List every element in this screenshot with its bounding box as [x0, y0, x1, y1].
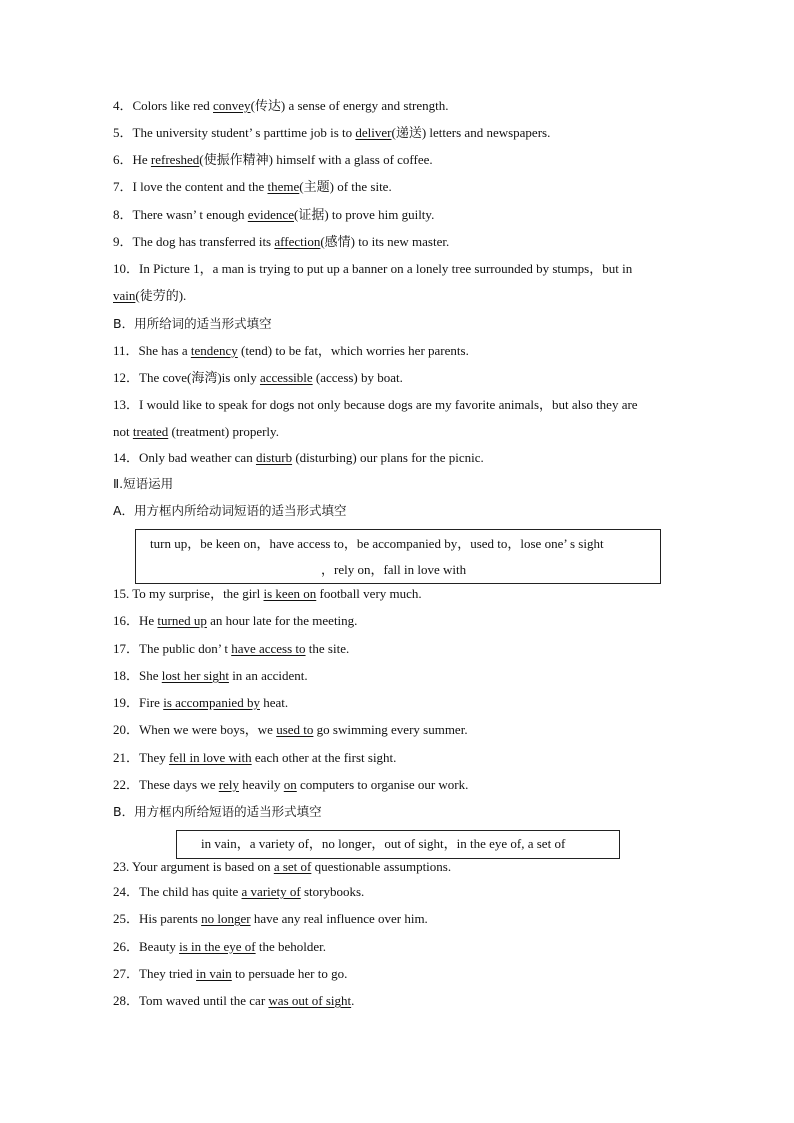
- item-text: 8．There wasn’ t enough: [113, 207, 248, 222]
- item-text: (传达) a sense of energy and strength.: [250, 98, 449, 113]
- item-text: 7．I love the content and the: [113, 179, 268, 194]
- item-text: storybooks.: [300, 884, 365, 899]
- heading-text: A．用方框内所给动词短语的适当形式填空: [113, 503, 347, 518]
- item-6: [113, 152, 433, 168]
- answer-blank: used to: [276, 722, 314, 737]
- answer-blank: rely: [218, 777, 239, 792]
- item-4: [113, 98, 449, 114]
- answer-blank: is accompanied by: [163, 695, 260, 710]
- section-a-heading: [113, 503, 347, 519]
- item-text: .: [351, 993, 355, 1008]
- item-11: [113, 343, 469, 359]
- item-text: 17．The public don’ t: [113, 641, 232, 656]
- item-text: 23. Your argument is based on: [113, 859, 274, 874]
- item-18: [113, 668, 308, 684]
- answer-blank: a set of: [273, 859, 312, 874]
- item-text: 4．Colors like red: [113, 98, 214, 113]
- item-text: 14．Only bad weather can: [113, 450, 256, 465]
- answer-blank: treated: [132, 424, 169, 439]
- answer-blank: on: [283, 777, 297, 792]
- item-text: 20．When we were boys，we: [113, 722, 277, 737]
- item-text: have any real influence over him.: [250, 911, 428, 926]
- item-12: [113, 370, 403, 386]
- item-10-line1: [113, 261, 632, 277]
- answer-blank: is in the eye of: [179, 939, 256, 954]
- item-25: [113, 911, 428, 927]
- item-27: [113, 966, 347, 982]
- item-text: 25．His parents: [113, 911, 202, 926]
- answer-blank: accessible: [259, 370, 313, 385]
- item-26: [113, 939, 326, 955]
- item-text: 24．The child has quite: [113, 884, 242, 899]
- item-text: 13．I would like to speak for dogs not only because dogs are my favorite animals，but also they are: [113, 397, 638, 412]
- item-text: the site.: [305, 641, 350, 656]
- answer-blank: have access to: [231, 641, 306, 656]
- item-7: [113, 179, 392, 195]
- item-text: (递送) letters and newspapers.: [391, 125, 551, 140]
- phrase-box-a: [135, 529, 661, 584]
- answer-blank: fell in love with: [168, 750, 252, 765]
- item-text: to persuade her to go.: [231, 966, 348, 981]
- item-9: [113, 234, 449, 250]
- answer-blank: disturb: [255, 450, 293, 465]
- answer-blank: refreshed: [150, 152, 200, 167]
- item-23: [113, 859, 451, 875]
- answer-blank: theme: [267, 179, 300, 194]
- phrase-box-b-line1: in vain，a variety of，no longer，out of sight，in the eye of, a set of: [201, 836, 566, 851]
- item-text: 18．She: [113, 668, 162, 683]
- item-13-line1: [113, 397, 638, 413]
- answer-blank: evidence: [247, 207, 294, 222]
- item-text: 15. To my surprise，the girl: [113, 586, 264, 601]
- item-16: [113, 613, 357, 629]
- heading-text: B．用方框内所给短语的适当形式填空: [113, 804, 322, 819]
- item-text: (access) by boat.: [312, 370, 403, 385]
- item-text: go swimming every summer.: [313, 722, 468, 737]
- item-text: 19．Fire: [113, 695, 164, 710]
- item-22: [113, 777, 468, 793]
- answer-blank: in vain: [196, 966, 232, 981]
- answer-blank: convey: [213, 98, 251, 113]
- item-text: (主题) of the site.: [299, 179, 392, 194]
- item-15: [113, 586, 422, 602]
- item-21: [113, 750, 396, 766]
- item-10-line2: [113, 288, 186, 304]
- item-text: heavily: [239, 777, 284, 792]
- item-text: (感情) to its new master.: [320, 234, 450, 249]
- item-text: heat.: [259, 695, 289, 710]
- item-text: (证据) to prove him guilty.: [293, 207, 435, 222]
- item-24: [113, 884, 364, 900]
- answer-blank: no longer: [201, 911, 251, 926]
- section-b2-heading: [113, 804, 322, 820]
- item-text: computers to organise our work.: [296, 777, 469, 792]
- item-text: 22．These days we: [113, 777, 219, 792]
- item-text: 21．They: [113, 750, 169, 765]
- item-13-line2: [113, 424, 279, 440]
- answer-blank: turned up: [157, 613, 207, 628]
- item-8: [113, 207, 434, 223]
- answer-blank: is keen on: [263, 586, 317, 601]
- item-text: (disturbing) our plans for the picnic.: [292, 450, 484, 465]
- item-19: [113, 695, 288, 711]
- item-text: each other at the first sight.: [251, 750, 397, 765]
- item-text: 16．He: [113, 613, 158, 628]
- item-text: (徒劳的).: [135, 288, 187, 303]
- phrase-box-a-line2: ，rely on，fall in love with: [321, 562, 467, 577]
- item-text: the beholder.: [255, 939, 327, 954]
- item-text: 28．Tom waved until the car: [113, 993, 269, 1008]
- heading-text: B．用所给词的适当形式填空: [113, 316, 272, 331]
- item-text: (tend) to be fat，which worries her parents.: [237, 343, 469, 358]
- item-text: (treatment) properly.: [168, 424, 279, 439]
- item-14: [113, 450, 484, 466]
- answer-blank: lost her sight: [161, 668, 229, 683]
- item-20: [113, 722, 468, 738]
- item-text: not: [113, 424, 133, 439]
- item-text: questionable assumptions.: [311, 859, 452, 874]
- phrase-box-b: [176, 830, 620, 859]
- answer-blank: vain: [113, 288, 136, 303]
- heading-text: Ⅱ.短语运用: [113, 476, 174, 491]
- item-text: 26．Beauty: [113, 939, 180, 954]
- item-text: an hour late for the meeting.: [206, 613, 358, 628]
- answer-blank: affection: [274, 234, 321, 249]
- section-b1-heading: [113, 316, 272, 332]
- answer-blank: tendency: [190, 343, 238, 358]
- item-17: [113, 641, 349, 657]
- item-text: 9．The dog has transferred its: [113, 234, 275, 249]
- item-text: 27．They tried: [113, 966, 197, 981]
- item-text: (使振作精神) himself with a glass of coffee.: [199, 152, 433, 167]
- section-ii-heading: [113, 476, 173, 492]
- item-text: 10．In Picture 1，a man is trying to put up a banner on a lonely tree surrounded by stumps，but in: [113, 261, 633, 276]
- phrase-box-a-line1: turn up，be keen on，have access to，be accompanied by，used to，lose one’ s sight: [150, 536, 604, 551]
- answer-blank: was out of sight: [268, 993, 352, 1008]
- item-text: 11．She has a: [113, 343, 191, 358]
- item-text: football very much.: [316, 586, 422, 601]
- item-text: in an accident.: [228, 668, 308, 683]
- item-28: [113, 993, 354, 1009]
- answer-blank: deliver: [355, 125, 392, 140]
- item-text: 6．He: [113, 152, 151, 167]
- answer-blank: a variety of: [241, 884, 301, 899]
- item-text: 12．The cove(海湾)is only: [113, 370, 260, 385]
- item-text: 5．The university student’ s parttime job is to: [113, 125, 356, 140]
- item-5: [113, 125, 550, 141]
